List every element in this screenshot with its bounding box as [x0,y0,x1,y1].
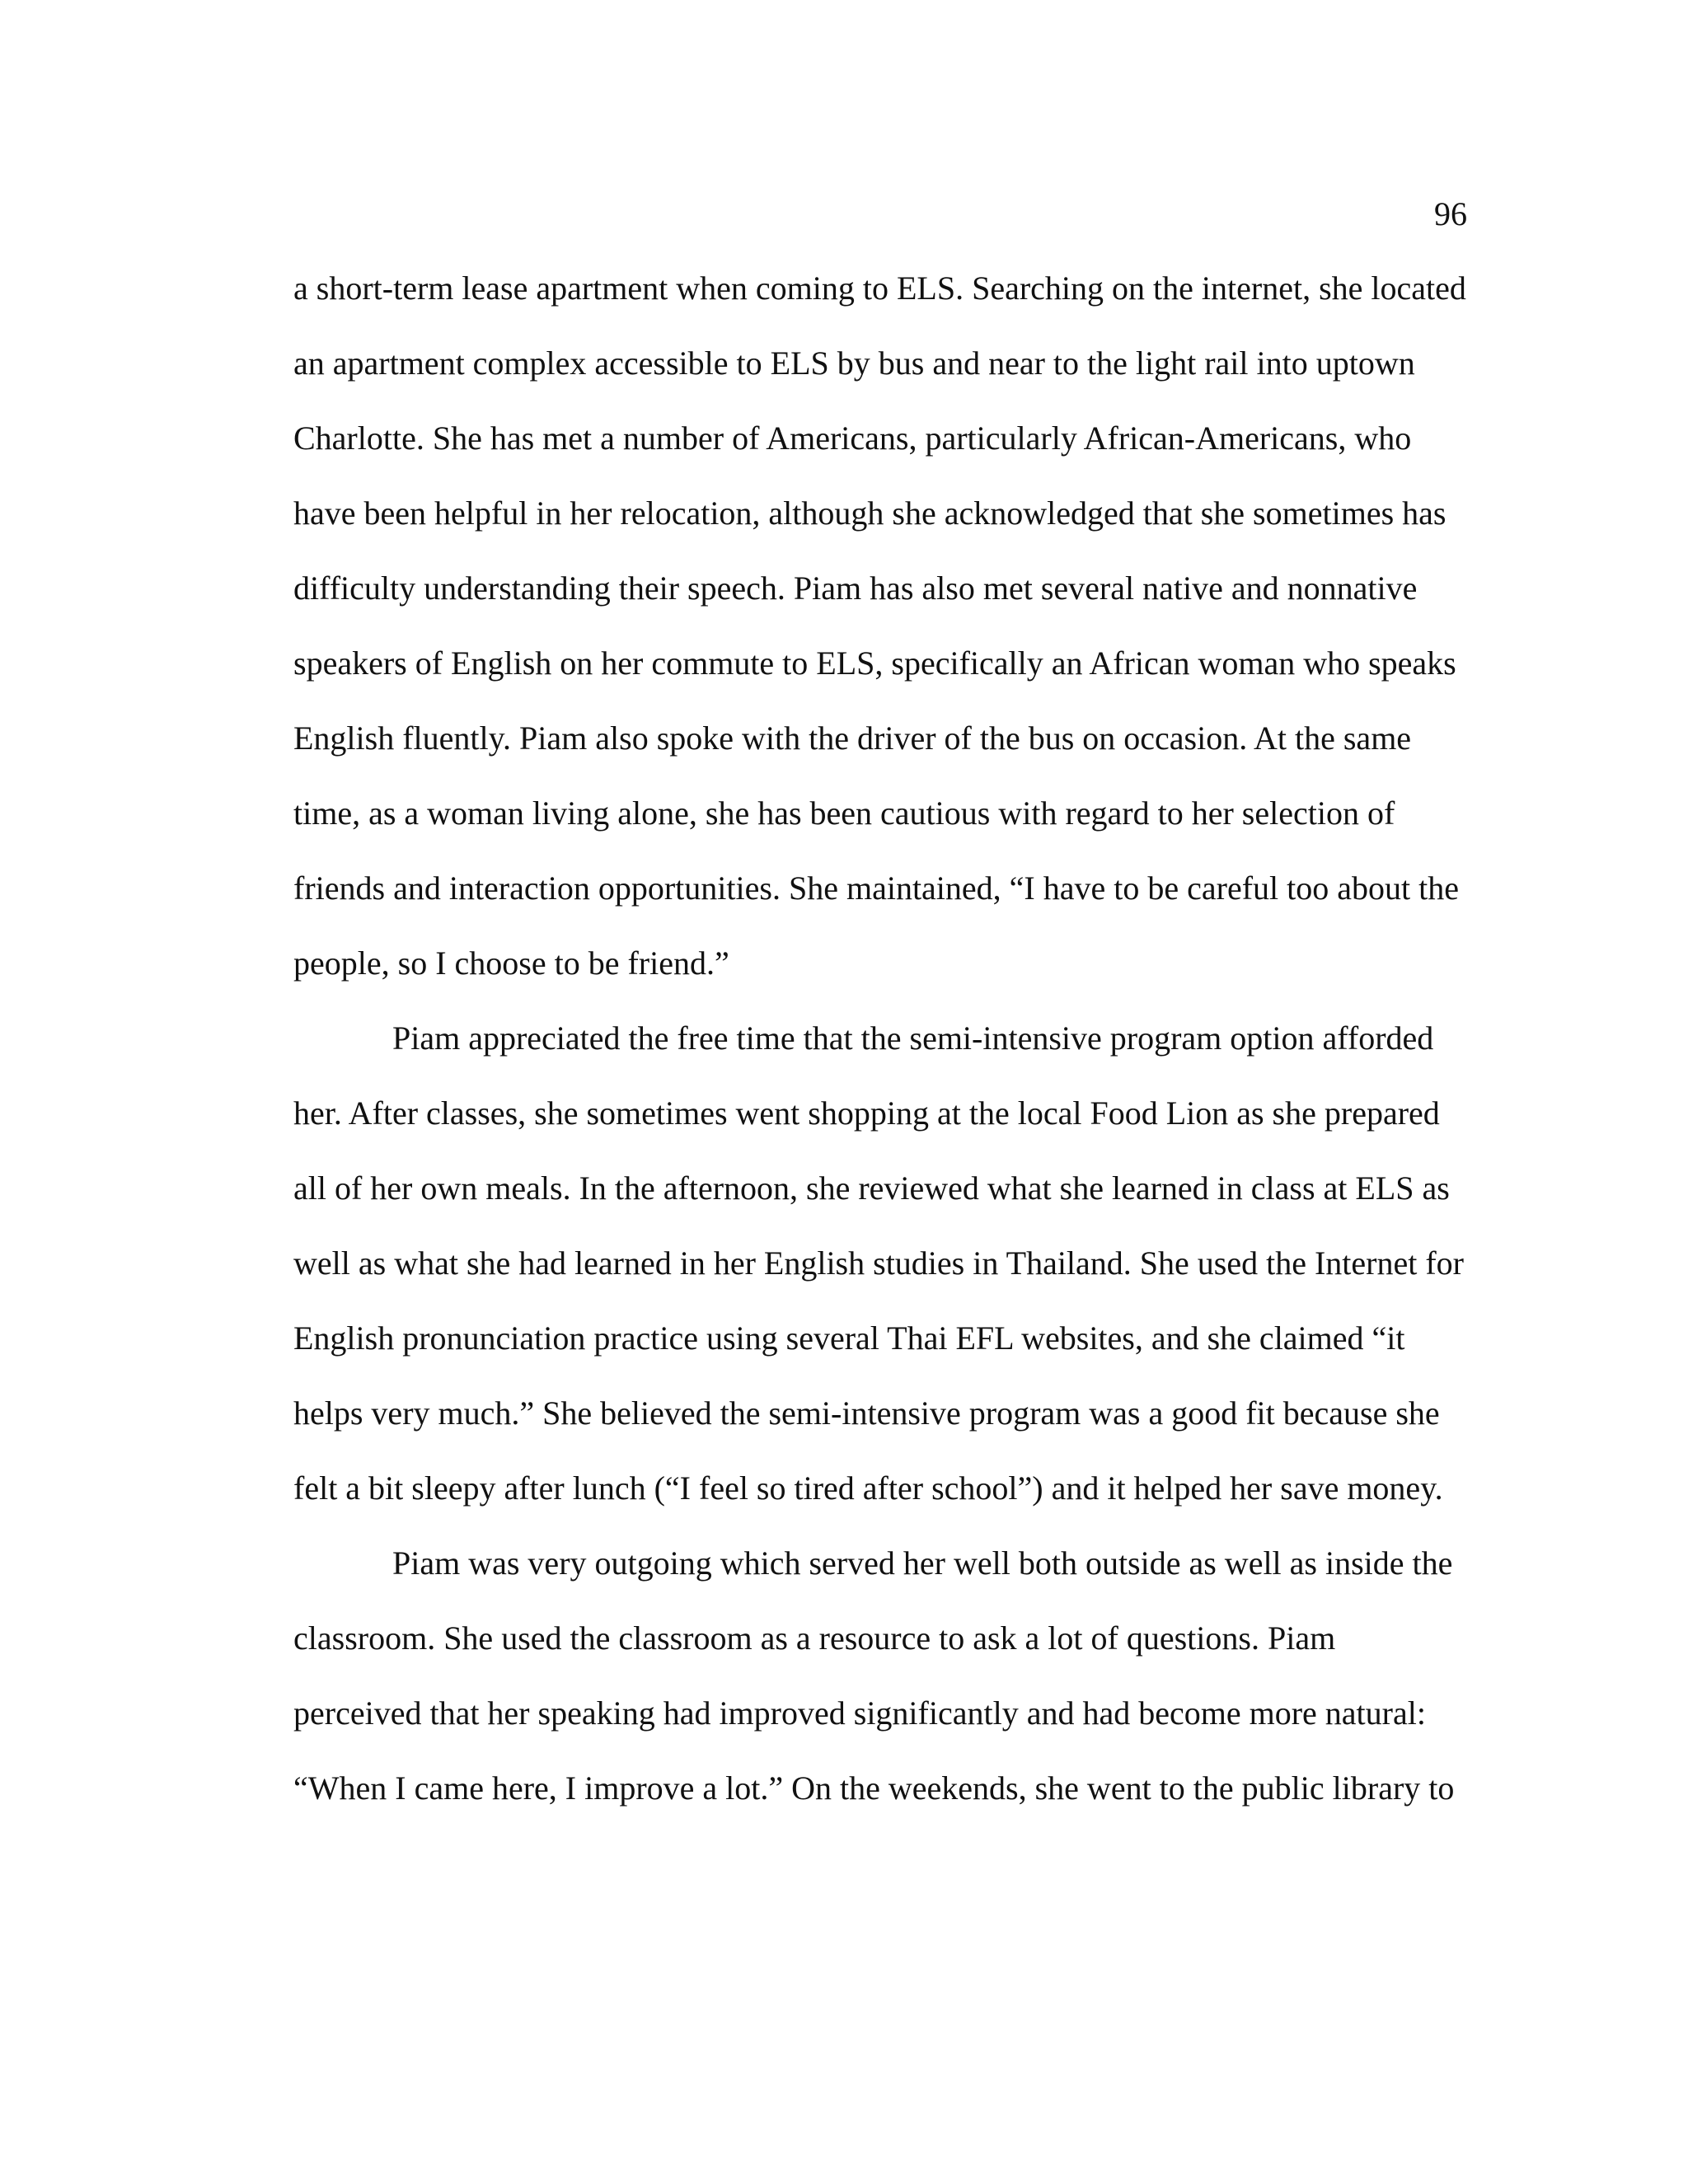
text-line: an apartment complex accessible to ELS by bus and near to the light rail into uptown [293,344,1415,382]
text-line: English pronunciation practice using several Thai EFL websites, and she claimed “it [293,1319,1405,1357]
text-line: classroom. She used the classroom as a resource to ask a lot of questions. Piam [293,1619,1336,1657]
text-line: all of her own meals. In the afternoon, she reviewed what she learned in class at ELS as [293,1169,1450,1207]
text-line: felt a bit sleepy after lunch (“I feel so tired after school”) and it helped her save money. [293,1469,1443,1507]
text-line: perceived that her speaking had improved significantly and had become more natural: [293,1694,1426,1732]
text-line: “When I came here, I improve a lot.” On the weekends, she went to the public library to [293,1769,1455,1807]
paragraph-first-line: Piam appreciated the free time that the semi-intensive program option afforded [392,1019,1434,1057]
text-line: English fluently. Piam also spoke with the driver of the bus on occasion. At the same [293,719,1412,757]
text-line: Charlotte. She has met a number of Americans, particularly African-Americans, who [293,419,1412,457]
text-line: speakers of English on her commute to ELS, specifically an African woman who speaks [293,644,1456,682]
text-line: well as what she had learned in her English studies in Thailand. She used the Internet for [293,1244,1464,1282]
text-line: friends and interaction opportunities. She maintained, “I have to be careful too about the [293,869,1459,907]
text-line: difficulty understanding their speech. Piam has also met several native and nonnative [293,569,1418,607]
text-line: have been helpful in her relocation, although she acknowledged that she sometimes has [293,494,1447,532]
text-line: helps very much.” She believed the semi-intensive program was a good fit because she [293,1394,1440,1432]
text-line: a short-term lease apartment when coming to ELS. Searching on the internet, she located [293,269,1466,307]
paragraph-first-line: Piam was very outgoing which served her well both outside as well as inside the [392,1544,1453,1582]
body-text [293,251,1465,1825]
text-line: her. After classes, she sometimes went shopping at the local Food Lion as she prepared [293,1094,1440,1132]
page-number: 96 [1434,195,1467,232]
text-line: people, so I choose to be friend.” [293,944,729,982]
text-line: time, as a woman living alone, she has been cautious with regard to her selection of [293,794,1395,832]
